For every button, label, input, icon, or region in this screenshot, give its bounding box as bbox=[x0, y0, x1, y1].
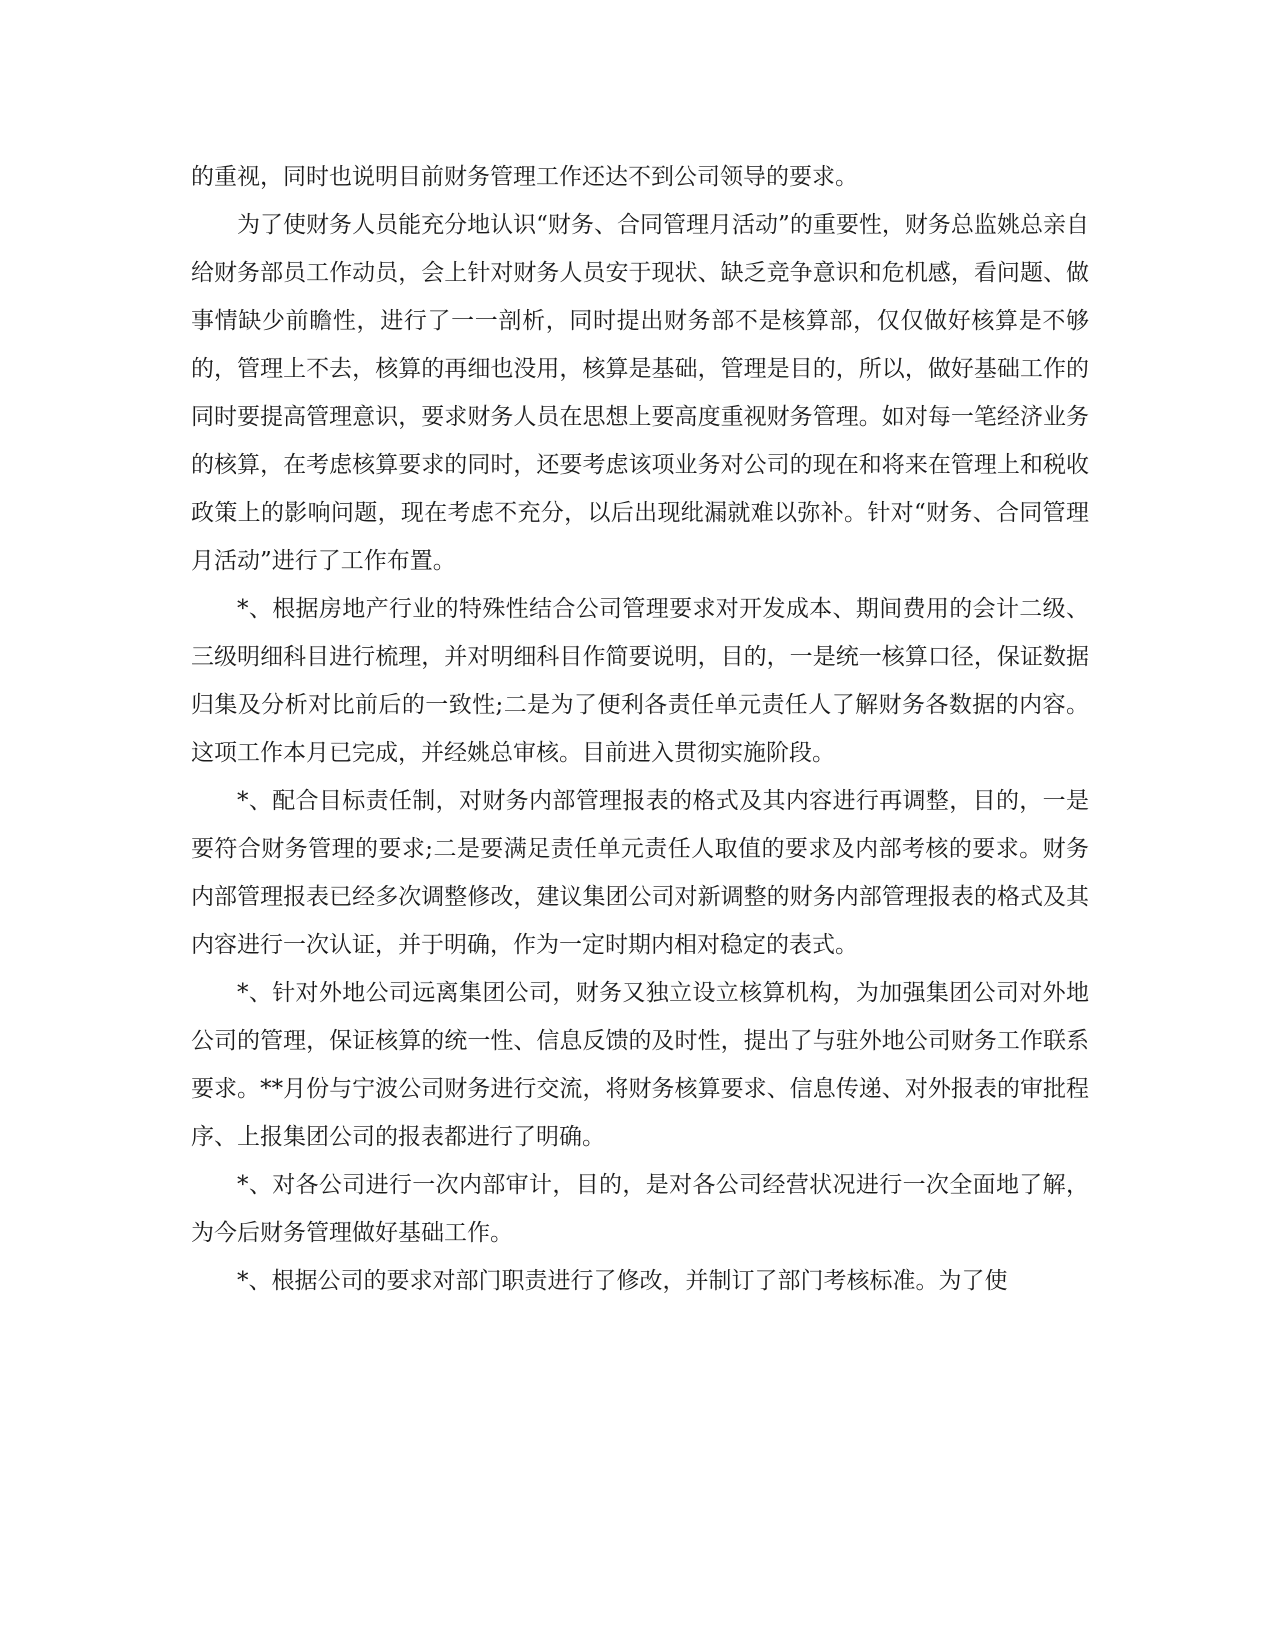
paragraph-item-reports: *、配合目标责任制，对财务内部管理报表的格式及其内容进行再调整，目的，一是要符合财务管理的要求;二是要满足责任单元责任人取值的要求及内部考核的要求。财务内部管理报表已经多次调整修改，建议集团公司对新调整的财务内部管理报表的格式及其内容进行一次认证，并于明确，作为一定时期内相对稳定的表式。 bbox=[191, 788, 1089, 958]
paragraph-item-duties: *、根据公司的要求对部门职责进行了修改，并制订了部门考核标准。为了使 bbox=[237, 1268, 1008, 1294]
paragraph-item-audit: *、对各公司进行一次内部审计，目的，是对各公司经营状况进行一次全面地了解，为今后财务管理做好基础工作。 bbox=[191, 1172, 1089, 1246]
paragraph-continuation: 的重视，同时也说明目前财务管理工作还达不到公司领导的要求。 bbox=[191, 164, 858, 190]
paragraph-mobilization: 为了使财务人员能充分地认识“财务、合同管理月活动”的重要性，财务总监姚总亲自给财务部员工作动员，会上针对财务人员安于现状、缺乏竞争意识和危机感，看问题、做事情缺少前瞻性，进行了一一剖析，同时提出财务部不是核算部，仅仅做好核算是不够的，管理上不去，核算的再细也没用，核算是基础，管理是目的，所以，做好基础工作的同时要提高管理意识，要求财务人员在思想上要高度重视财务管理。如对每一笔经济业务的核算，在考虑核算要求的同时，还要考虑该项业务对公司的现在和将来在管理上和税收政策上的影响问题，现在考虑不充分，以后出现纰漏就难以弥补。针对“财务、合同管理月活动”进行了工作布置。 bbox=[191, 212, 1089, 574]
document-body bbox=[191, 153, 1089, 1305]
paragraph-item-branch: *、针对外地公司远离集团公司，财务又独立设立核算机构，为加强集团公司对外地公司的管理，保证核算的统一性、信息反馈的及时性，提出了与驻外地公司财务工作联系要求。**月份与宁波公司财务进行交流，将财务核算要求、信息传递、对外报表的审批程序、上报集团公司的报表都进行了明确。 bbox=[191, 980, 1089, 1150]
paragraph-item-accounts: *、根据房地产行业的特殊性结合公司管理要求对开发成本、期间费用的会计二级、三级明细科目进行梳理，并对明细科目作简要说明，目的，一是统一核算口径，保证数据归集及分析对比前后的一致性;二是为了便利各责任单元责任人了解财务各数据的内容。这项工作本月已完成，并经姚总审核。目前进入贯彻实施阶段。 bbox=[191, 596, 1089, 766]
